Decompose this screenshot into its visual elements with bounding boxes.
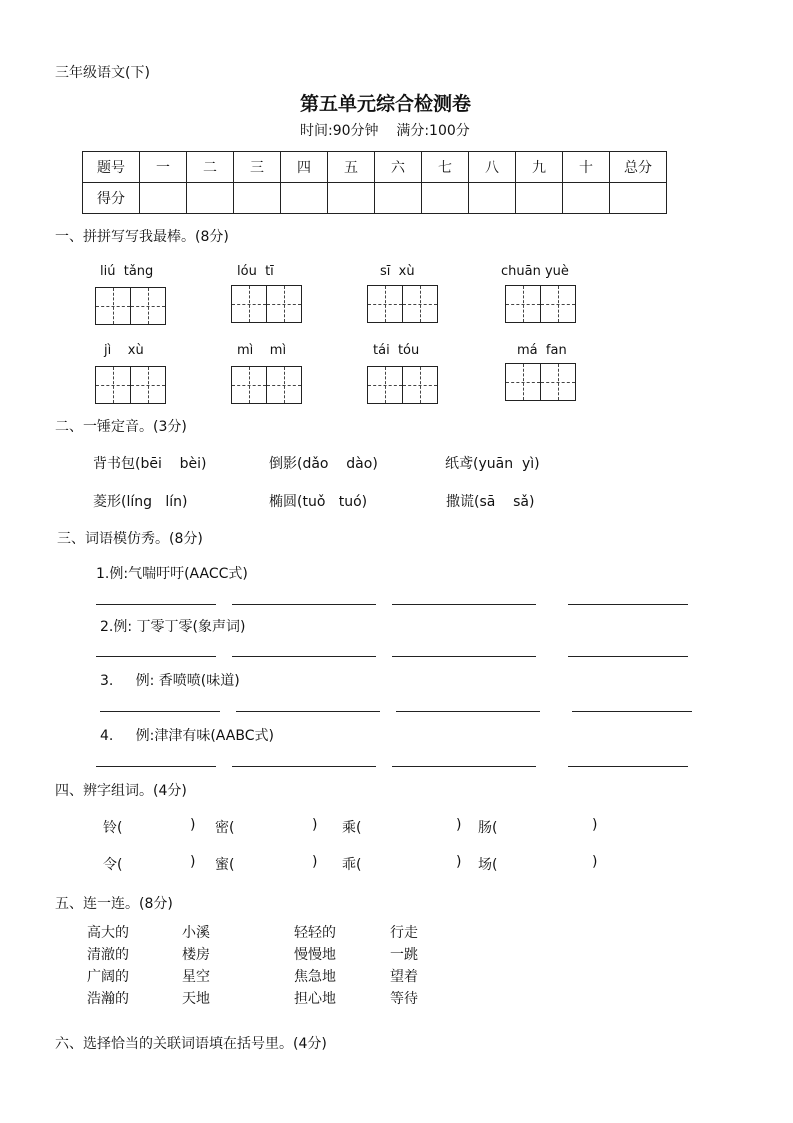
char-prompt: 令( [103, 857, 123, 873]
example-text: 2.例: 丁零丁零(象声词) [100, 619, 246, 635]
answer-line[interactable] [392, 604, 536, 605]
blank-close[interactable]: ) [592, 854, 598, 870]
answer-line[interactable] [236, 711, 380, 712]
score-input-cell[interactable] [281, 183, 328, 214]
writing-grid[interactable] [231, 366, 302, 404]
answer-line[interactable] [396, 711, 540, 712]
match-item[interactable]: 担心地 [294, 991, 336, 1007]
choice-item[interactable]: 椭圆(tuǒ tuó) [269, 494, 368, 510]
section1-heading: 一、拼拼写写我最棒。(8分) [55, 229, 229, 245]
example-text: 1.例:气喘吁吁(AACC式) [96, 566, 248, 582]
blank-close[interactable]: ) [592, 817, 598, 833]
match-item[interactable]: 清澈的 [87, 947, 129, 963]
match-item[interactable]: 高大的 [87, 925, 129, 941]
match-item[interactable]: 小溪 [182, 925, 210, 941]
char-prompt: 铃( [103, 820, 123, 836]
score-table-score-row [83, 183, 667, 214]
answer-line[interactable] [232, 766, 376, 767]
char-prompt: 场( [478, 857, 498, 873]
pinyin-label: liú tǎng [100, 264, 154, 279]
match-item[interactable]: 浩瀚的 [87, 991, 129, 1007]
writing-grid[interactable] [505, 285, 576, 323]
answer-line[interactable] [568, 656, 688, 657]
table-cell: 四 [281, 152, 328, 183]
score-input-cell[interactable] [328, 183, 375, 214]
match-item[interactable]: 一跳 [390, 947, 418, 963]
table-cell: 五 [328, 152, 375, 183]
answer-line[interactable] [568, 604, 688, 605]
answer-line[interactable] [232, 656, 376, 657]
section5-heading: 五、连一连。(8分) [55, 896, 173, 912]
table-cell: 二 [187, 152, 234, 183]
writing-grid[interactable] [231, 285, 302, 323]
section6-heading: 六、选择恰当的关联词语填在括号里。(4分) [55, 1036, 327, 1052]
blank-close[interactable]: ) [190, 817, 196, 833]
choice-item[interactable]: 倒影(dǎo dào) [269, 456, 378, 472]
page-subtitle: 时间:90分钟 满分:100分 [300, 123, 470, 139]
pinyin-label: má fan [517, 343, 567, 358]
answer-line[interactable] [572, 711, 692, 712]
answer-line[interactable] [100, 711, 220, 712]
match-item[interactable]: 望着 [390, 969, 418, 985]
char-prompt: 乖( [342, 857, 362, 873]
table-cell: 题号 [83, 152, 140, 183]
writing-grid[interactable] [367, 285, 438, 323]
blank-close[interactable]: ) [456, 854, 462, 870]
blank-close[interactable]: ) [312, 817, 318, 833]
blank-close[interactable]: ) [312, 854, 318, 870]
char-prompt: 乘( [342, 820, 362, 836]
section3-heading: 三、词语模仿秀。(8分) [57, 531, 203, 547]
answer-line[interactable] [96, 656, 216, 657]
pinyin-label: lóu tī [237, 264, 274, 279]
blank-close[interactable]: ) [456, 817, 462, 833]
table-cell: 九 [516, 152, 563, 183]
match-item[interactable]: 焦急地 [294, 969, 336, 985]
match-item[interactable]: 广阔的 [87, 969, 129, 985]
section4-heading: 四、辨字组词。(4分) [55, 783, 187, 799]
answer-line[interactable] [392, 656, 536, 657]
char-prompt: 密( [215, 820, 235, 836]
writing-grid[interactable] [95, 287, 166, 325]
char-prompt: 肠( [478, 820, 498, 836]
table-cell: 三 [234, 152, 281, 183]
table-cell: 六 [375, 152, 422, 183]
answer-line[interactable] [232, 604, 376, 605]
table-cell: 一 [140, 152, 187, 183]
pinyin-label: chuān yuè [501, 264, 569, 279]
writing-grid[interactable] [505, 363, 576, 401]
writing-grid[interactable] [95, 366, 166, 404]
score-table [82, 151, 667, 214]
score-input-cell[interactable] [516, 183, 563, 214]
example-text: 3. 例: 香喷喷(味道) [100, 673, 240, 689]
blank-close[interactable]: ) [190, 854, 196, 870]
table-cell: 七 [422, 152, 469, 183]
score-input-cell[interactable] [610, 183, 667, 214]
answer-line[interactable] [568, 766, 688, 767]
match-item[interactable]: 天地 [182, 991, 210, 1007]
example-text: 4. 例:津津有味(AABC式) [100, 728, 274, 744]
pinyin-label: sī xù [380, 264, 415, 279]
match-item[interactable]: 星空 [182, 969, 210, 985]
match-item[interactable]: 楼房 [182, 947, 210, 963]
score-input-cell[interactable] [140, 183, 187, 214]
score-input-cell[interactable] [422, 183, 469, 214]
match-item[interactable]: 等待 [390, 991, 418, 1007]
choice-item[interactable]: 纸鸢(yuān yì) [445, 456, 540, 472]
score-input-cell[interactable] [234, 183, 281, 214]
choice-item[interactable]: 背书包(bēi bèi) [93, 456, 207, 472]
writing-grid[interactable] [367, 366, 438, 404]
score-input-cell[interactable] [375, 183, 422, 214]
grade-label: 三年级语文(下) [55, 65, 150, 81]
score-table-header-row [83, 152, 667, 183]
table-cell: 十 [563, 152, 610, 183]
section2-heading: 二、一锤定音。(3分) [55, 419, 187, 435]
table-cell: 得分 [83, 183, 140, 214]
answer-line[interactable] [96, 604, 216, 605]
score-input-cell[interactable] [469, 183, 516, 214]
pinyin-label: tái tóu [373, 343, 420, 358]
page-title: 第五单元综合检测卷 [300, 93, 472, 115]
table-cell: 八 [469, 152, 516, 183]
char-prompt: 蜜( [215, 857, 235, 873]
match-item[interactable]: 慢慢地 [294, 947, 336, 963]
match-item[interactable]: 轻轻的 [294, 925, 336, 941]
choice-item[interactable]: 撒谎(sā sǎ) [446, 494, 535, 510]
pinyin-label: jì xù [104, 343, 144, 358]
score-input-cell[interactable] [187, 183, 234, 214]
choice-item[interactable]: 菱形(líng lín) [93, 494, 188, 510]
answer-line[interactable] [392, 766, 536, 767]
pinyin-label: mì mì [237, 343, 287, 358]
score-input-cell[interactable] [563, 183, 610, 214]
match-item[interactable]: 行走 [390, 925, 418, 941]
answer-line[interactable] [96, 766, 216, 767]
table-cell: 总分 [610, 152, 667, 183]
